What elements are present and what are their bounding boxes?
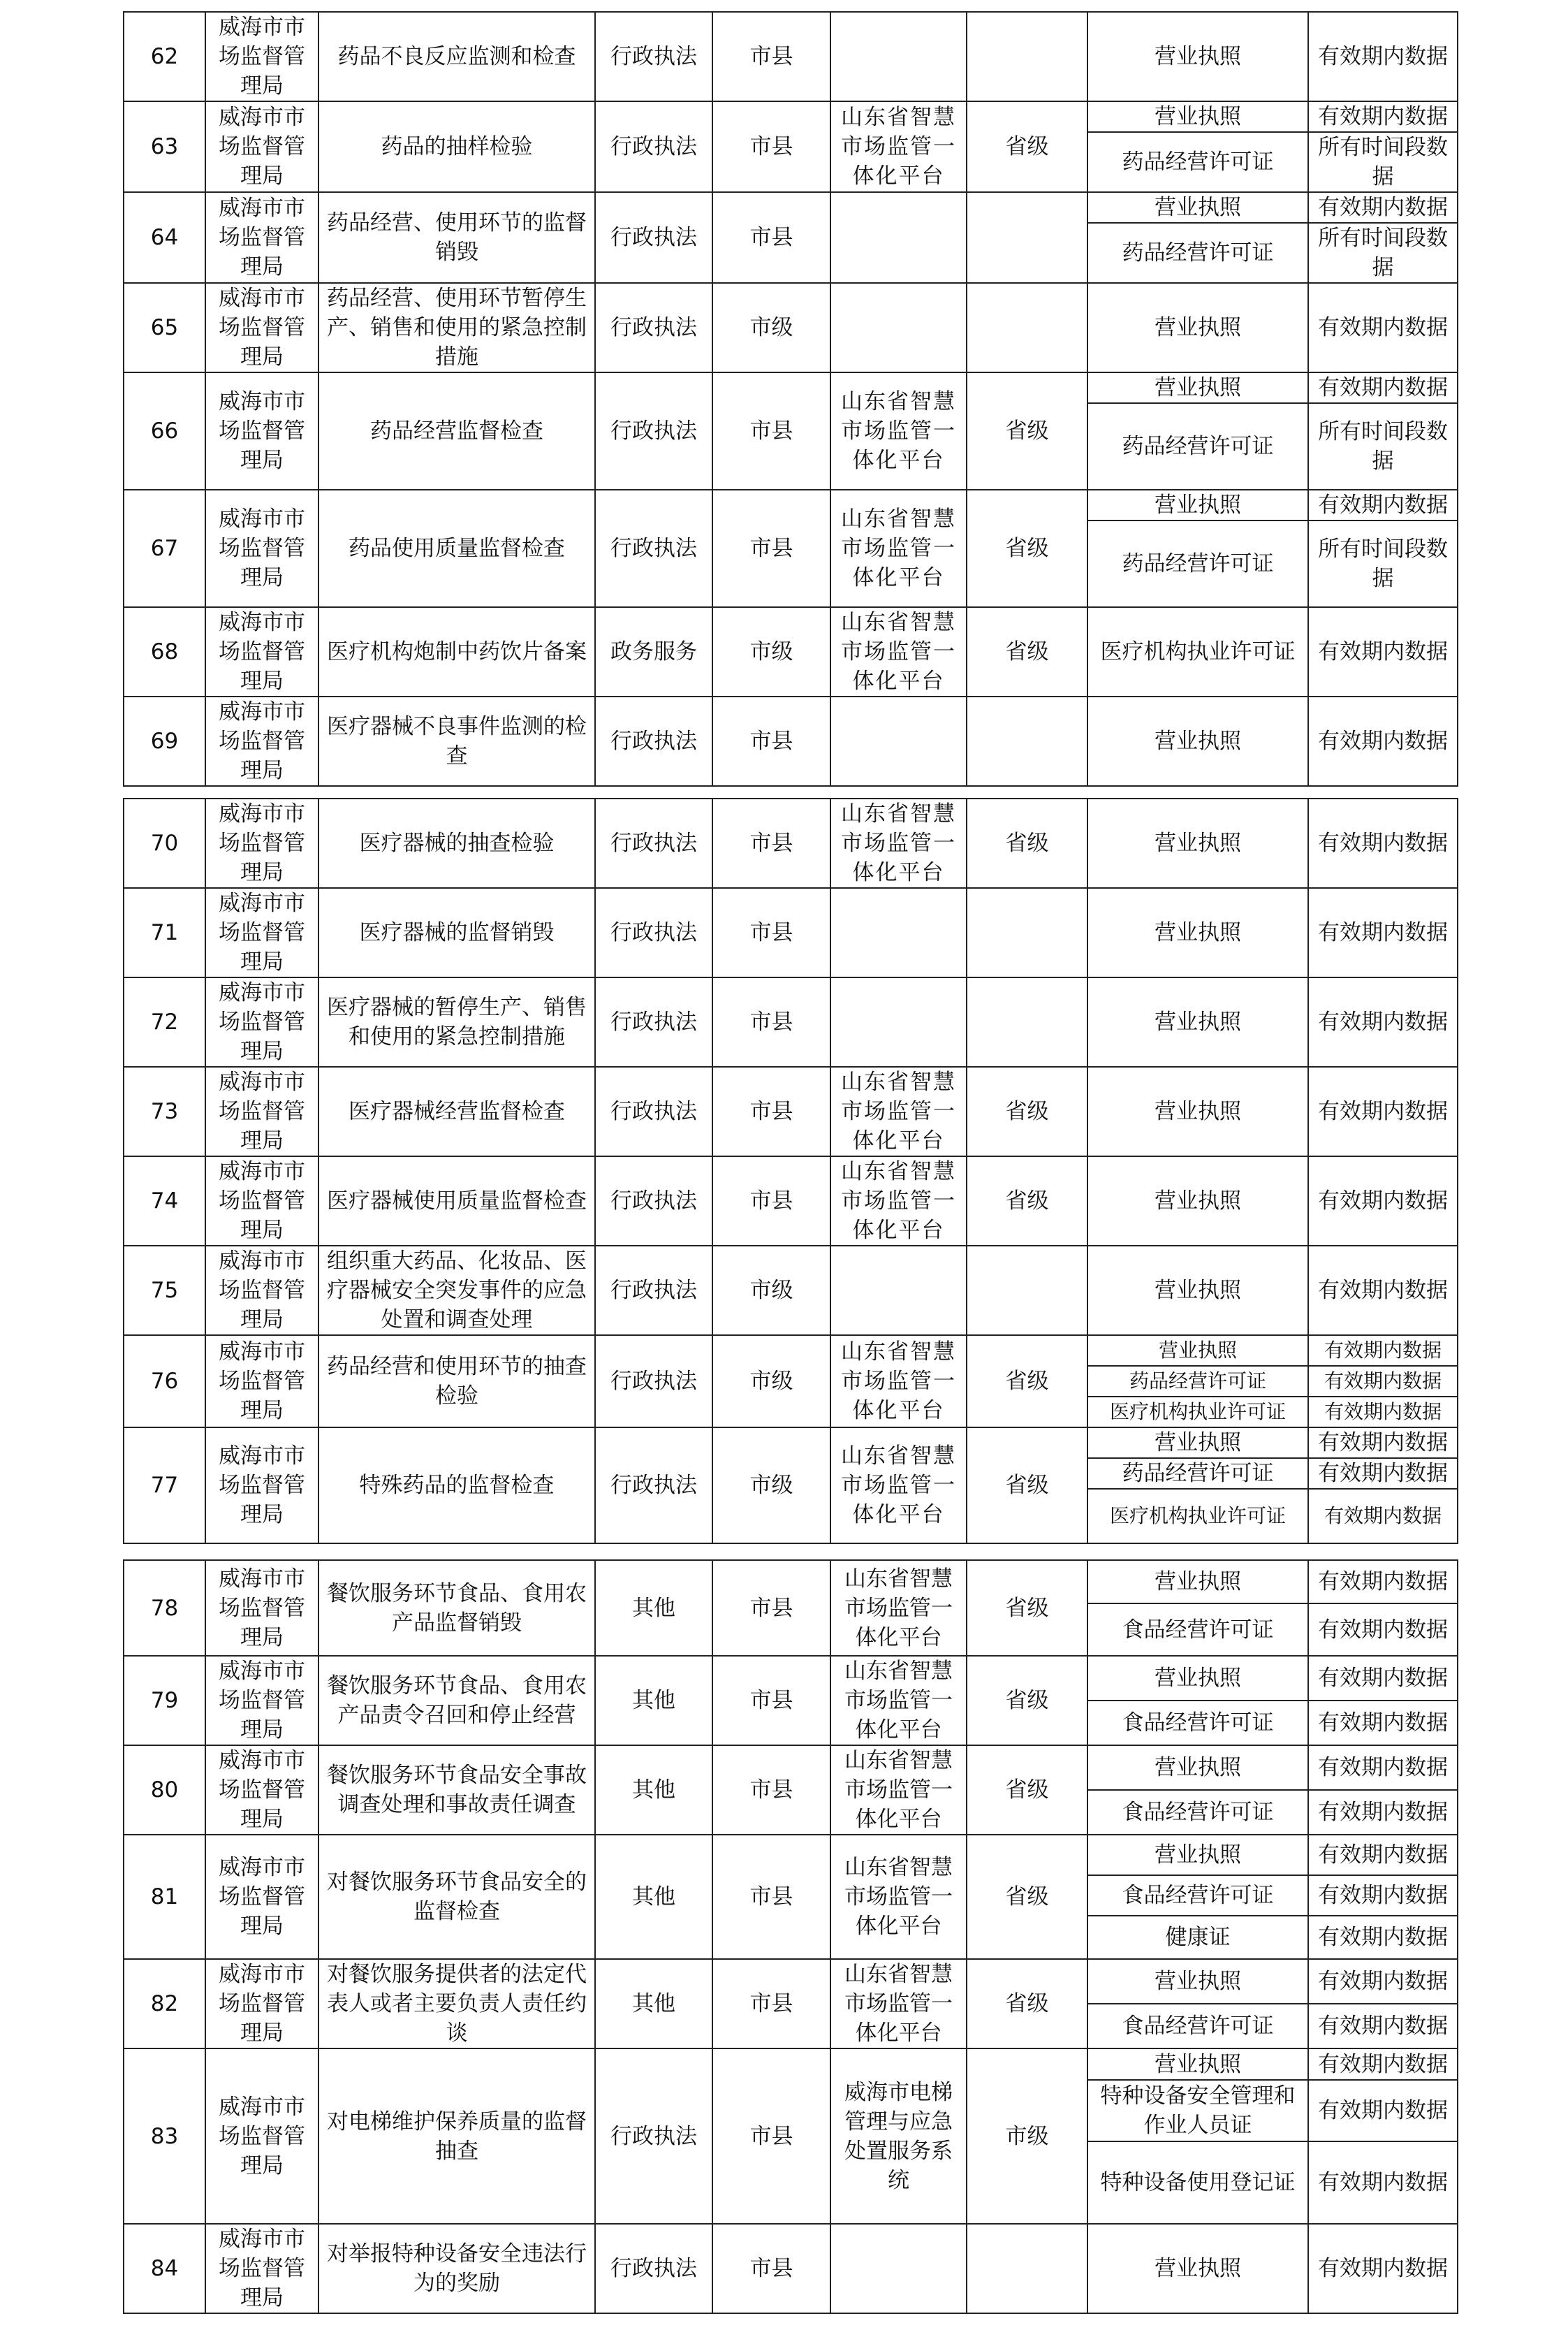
department-cell: 威海市市场监督管理局 (205, 101, 318, 192)
item-name-cell: 医疗机构炮制中药饮片备案 (318, 607, 595, 697)
certificate-cell: 营业执照 (1087, 101, 1308, 132)
level-cell: 市县 (712, 977, 830, 1067)
category-cell: 行政执法 (595, 490, 712, 607)
certificate-cell: 营业执照 (1087, 799, 1308, 888)
table-row (124, 101, 1458, 132)
level-cell: 市县 (712, 2224, 830, 2313)
department-cell: 威海市市场监督管理局 (205, 1335, 318, 1427)
data-scope-cell: 有效期内数据 (1308, 1366, 1458, 1397)
certificate-cell: 营业执照 (1087, 1959, 1308, 2004)
system-cell: 山东省智慧市场监管一体化平台 (830, 1427, 967, 1543)
level-cell: 市县 (712, 1835, 830, 1959)
item-name-cell: 药品经营、使用环节暂停生产、销售和使用的紧急控制措施 (318, 283, 595, 372)
row-number: 75 (124, 1246, 205, 1335)
table-row (124, 372, 1458, 403)
data-scope-cell: 有效期内数据 (1308, 1246, 1458, 1335)
item-name-cell: 药品的抽样检验 (318, 101, 595, 192)
certificate-cell: 食品经营许可证 (1087, 1701, 1308, 1745)
certificate-cell: 药品经营许可证 (1087, 403, 1308, 490)
certificate-cell: 食品经营许可证 (1087, 1603, 1308, 1656)
table-row (124, 1067, 1458, 1156)
level-cell: 市级 (712, 1427, 830, 1543)
certificate-cell: 营业执照 (1087, 1427, 1308, 1458)
department-cell: 威海市市场监督管理局 (205, 1246, 318, 1335)
system-cell: 山东省智慧市场监管一体化平台 (830, 372, 967, 490)
category-cell: 其他 (595, 1835, 712, 1959)
department-cell: 威海市市场监督管理局 (205, 799, 318, 888)
category-cell: 行政执法 (595, 2048, 712, 2224)
data-scope-cell: 有效期内数据 (1308, 1745, 1458, 1790)
data-scope-cell: 有效期内数据 (1308, 490, 1458, 521)
category-cell: 行政执法 (595, 101, 712, 192)
department-cell: 威海市市场监督管理局 (205, 2224, 318, 2313)
table-row (124, 192, 1458, 223)
data-scope-cell: 有效期内数据 (1308, 1875, 1458, 1916)
certificate-cell: 健康证 (1087, 1916, 1308, 1959)
level-cell: 市县 (712, 192, 830, 283)
department-cell: 威海市市场监督管理局 (205, 372, 318, 490)
data-scope-cell: 有效期内数据 (1308, 607, 1458, 697)
data-scope-cell: 有效期内数据 (1308, 1603, 1458, 1656)
category-cell: 行政执法 (595, 192, 712, 283)
department-cell: 威海市市场监督管理局 (205, 192, 318, 283)
table-row (124, 799, 1458, 888)
level-cell: 市县 (712, 888, 830, 977)
department-cell: 威海市市场监督管理局 (205, 1156, 318, 1246)
system-cell: 山东省智慧市场监管一体化平台 (830, 490, 967, 607)
system-level-cell (967, 977, 1087, 1067)
system-cell: 山东省智慧市场监管一体化平台 (830, 1560, 967, 1656)
system-cell (830, 283, 967, 372)
row-number: 81 (124, 1835, 205, 1959)
row-number: 72 (124, 977, 205, 1067)
item-name-cell: 餐饮服务环节食品、食用农产品责令召回和停止经营 (318, 1656, 595, 1745)
system-level-cell (967, 192, 1087, 283)
certificate-cell: 医疗机构执业许可证 (1087, 607, 1308, 697)
data-scope-cell: 有效期内数据 (1308, 192, 1458, 223)
data-scope-cell: 有效期内数据 (1308, 1560, 1458, 1603)
department-cell: 威海市市场监督管理局 (205, 697, 318, 786)
category-cell: 行政执法 (595, 1156, 712, 1246)
data-scope-cell: 所有时间段数据 (1308, 403, 1458, 490)
level-cell: 市县 (712, 12, 830, 101)
item-name-cell: 药品不良反应监测和检查 (318, 12, 595, 101)
row-number: 83 (124, 2048, 205, 2224)
certificate-cell: 营业执照 (1087, 1656, 1308, 1701)
item-name-cell: 药品经营监督检查 (318, 372, 595, 490)
system-level-cell (967, 697, 1087, 786)
item-name-cell: 餐饮服务环节食品、食用农产品监督销毁 (318, 1560, 595, 1656)
department-cell: 威海市市场监督管理局 (205, 1067, 318, 1156)
department-cell: 威海市市场监督管理局 (205, 283, 318, 372)
system-cell: 山东省智慧市场监管一体化平台 (830, 1959, 967, 2048)
row-number: 69 (124, 697, 205, 786)
row-number: 66 (124, 372, 205, 490)
system-cell: 威海市电梯管理与应急处置服务系统 (830, 2048, 967, 2224)
data-scope-cell: 有效期内数据 (1308, 1458, 1458, 1489)
item-name-cell: 对举报特种设备安全违法行为的奖励 (318, 2224, 595, 2313)
item-name-cell: 对餐饮服务环节食品安全的监督检查 (318, 1835, 595, 1959)
table-row (124, 1656, 1458, 1701)
system-level-cell: 市级 (967, 2048, 1087, 2224)
table-row (124, 1745, 1458, 1790)
level-cell: 市县 (712, 2048, 830, 2224)
table-row (124, 283, 1458, 372)
data-scope-cell: 所有时间段数据 (1308, 223, 1458, 283)
category-cell: 行政执法 (595, 372, 712, 490)
department-cell: 威海市市场监督管理局 (205, 888, 318, 977)
level-cell: 市县 (712, 1959, 830, 2048)
item-name-cell: 药品经营、使用环节的监督销毁 (318, 192, 595, 283)
certificate-cell: 营业执照 (1087, 283, 1308, 372)
level-cell: 市县 (712, 372, 830, 490)
department-cell: 威海市市场监督管理局 (205, 1560, 318, 1656)
data-scope-cell: 有效期内数据 (1308, 101, 1458, 132)
table-row (124, 1246, 1458, 1335)
certificate-cell: 营业执照 (1087, 12, 1308, 101)
level-cell: 市县 (712, 101, 830, 192)
item-name-cell: 医疗器械不良事件监测的检查 (318, 697, 595, 786)
category-cell: 行政执法 (595, 697, 712, 786)
data-scope-cell: 有效期内数据 (1308, 1156, 1458, 1246)
data-scope-cell: 有效期内数据 (1308, 1790, 1458, 1835)
table-row (124, 2224, 1458, 2313)
category-cell: 行政执法 (595, 1335, 712, 1427)
category-cell: 其他 (595, 1745, 712, 1835)
data-scope-cell: 有效期内数据 (1308, 1397, 1458, 1427)
system-cell (830, 192, 967, 283)
category-cell: 行政执法 (595, 1067, 712, 1156)
category-cell: 其他 (595, 1959, 712, 2048)
certificate-cell: 营业执照 (1087, 372, 1308, 403)
level-cell: 市县 (712, 1745, 830, 1835)
system-level-cell: 省级 (967, 1335, 1087, 1427)
system-cell (830, 697, 967, 786)
table-row (124, 1427, 1458, 1458)
category-cell: 行政执法 (595, 1246, 712, 1335)
category-cell: 其他 (595, 1560, 712, 1656)
category-cell: 行政执法 (595, 799, 712, 888)
system-cell (830, 2224, 967, 2313)
row-number: 73 (124, 1067, 205, 1156)
certificate-cell: 药品经营许可证 (1087, 223, 1308, 283)
row-number: 76 (124, 1335, 205, 1427)
certificate-cell: 营业执照 (1087, 1835, 1308, 1875)
category-cell: 行政执法 (595, 2224, 712, 2313)
system-level-cell: 省级 (967, 490, 1087, 607)
certificate-cell: 药品经营许可证 (1087, 1458, 1308, 1489)
data-scope-cell: 有效期内数据 (1308, 697, 1458, 786)
system-level-cell: 省级 (967, 1745, 1087, 1835)
certificate-cell: 医疗机构执业许可证 (1087, 1489, 1308, 1543)
department-cell: 威海市市场监督管理局 (205, 607, 318, 697)
table-row (124, 697, 1458, 786)
row-number: 79 (124, 1656, 205, 1745)
certificate-cell: 食品经营许可证 (1087, 1790, 1308, 1835)
table-row (124, 977, 1458, 1067)
data-scope-cell: 有效期内数据 (1308, 799, 1458, 888)
item-name-cell: 药品经营和使用环节的抽查检验 (318, 1335, 595, 1427)
row-number: 64 (124, 192, 205, 283)
data-scope-cell: 有效期内数据 (1308, 2141, 1458, 2224)
table-row (124, 2048, 1458, 2080)
level-cell: 市级 (712, 1246, 830, 1335)
system-cell: 山东省智慧市场监管一体化平台 (830, 1656, 967, 1745)
system-cell (830, 977, 967, 1067)
certificate-cell: 营业执照 (1087, 1156, 1308, 1246)
system-cell (830, 12, 967, 101)
data-scope-cell: 有效期内数据 (1308, 1959, 1458, 2004)
certificate-cell: 药品经营许可证 (1087, 1366, 1308, 1397)
system-cell: 山东省智慧市场监管一体化平台 (830, 1335, 967, 1427)
category-cell: 行政执法 (595, 12, 712, 101)
data-scope-cell: 有效期内数据 (1308, 1916, 1458, 1959)
certificate-cell: 营业执照 (1087, 1246, 1308, 1335)
item-name-cell: 对餐饮服务提供者的法定代表人或者主要负责人责任约谈 (318, 1959, 595, 2048)
item-name-cell: 医疗器械的监督销毁 (318, 888, 595, 977)
item-name-cell: 医疗器械经营监督检查 (318, 1067, 595, 1156)
table-row (124, 888, 1458, 977)
level-cell: 市县 (712, 799, 830, 888)
table-row (124, 1156, 1458, 1246)
level-cell: 市县 (712, 490, 830, 607)
certificate-cell: 营业执照 (1087, 888, 1308, 977)
certificate-cell: 营业执照 (1087, 192, 1308, 223)
system-level-cell: 省级 (967, 1156, 1087, 1246)
data-scope-cell: 有效期内数据 (1308, 12, 1458, 101)
system-cell: 山东省智慧市场监管一体化平台 (830, 1156, 967, 1246)
table-section-1 (123, 11, 1458, 787)
item-name-cell: 药品使用质量监督检查 (318, 490, 595, 607)
department-cell: 威海市市场监督管理局 (205, 1656, 318, 1745)
department-cell: 威海市市场监督管理局 (205, 1835, 318, 1959)
level-cell: 市级 (712, 607, 830, 697)
data-scope-cell: 所有时间段数据 (1308, 132, 1458, 192)
data-scope-cell: 有效期内数据 (1308, 1656, 1458, 1701)
item-name-cell: 医疗器械的暂停生产、销售和使用的紧急控制措施 (318, 977, 595, 1067)
department-cell: 威海市市场监督管理局 (205, 1427, 318, 1543)
data-scope-cell: 所有时间段数据 (1308, 521, 1458, 607)
item-name-cell: 特殊药品的监督检查 (318, 1427, 595, 1543)
certificate-cell: 营业执照 (1087, 1067, 1308, 1156)
row-number: 67 (124, 490, 205, 607)
system-level-cell: 省级 (967, 1560, 1087, 1656)
department-cell: 威海市市场监督管理局 (205, 977, 318, 1067)
system-level-cell (967, 2224, 1087, 2313)
certificate-cell: 营业执照 (1087, 1745, 1308, 1790)
certificate-cell: 营业执照 (1087, 1560, 1308, 1603)
data-scope-cell: 有效期内数据 (1308, 2004, 1458, 2048)
certificate-cell: 药品经营许可证 (1087, 132, 1308, 192)
certificate-cell: 营业执照 (1087, 697, 1308, 786)
data-scope-cell: 有效期内数据 (1308, 2080, 1458, 2141)
table-section-3 (123, 1559, 1458, 2314)
certificate-cell: 营业执照 (1087, 2048, 1308, 2080)
data-scope-cell: 有效期内数据 (1308, 1701, 1458, 1745)
row-number: 82 (124, 1959, 205, 2048)
data-scope-cell: 有效期内数据 (1308, 888, 1458, 977)
table-row (124, 490, 1458, 521)
certificate-cell: 食品经营许可证 (1087, 2004, 1308, 2048)
system-level-cell: 省级 (967, 1835, 1087, 1959)
system-cell (830, 888, 967, 977)
row-number: 74 (124, 1156, 205, 1246)
item-name-cell: 医疗器械的抽查检验 (318, 799, 595, 888)
row-number: 68 (124, 607, 205, 697)
level-cell: 市县 (712, 697, 830, 786)
level-cell: 市级 (712, 1335, 830, 1427)
row-number: 71 (124, 888, 205, 977)
system-cell: 山东省智慧市场监管一体化平台 (830, 1067, 967, 1156)
system-level-cell (967, 283, 1087, 372)
row-number: 80 (124, 1745, 205, 1835)
system-cell: 山东省智慧市场监管一体化平台 (830, 607, 967, 697)
table-row (124, 607, 1458, 697)
certificate-cell: 营业执照 (1087, 977, 1308, 1067)
data-scope-cell: 有效期内数据 (1308, 2224, 1458, 2313)
certificate-cell: 营业执照 (1087, 490, 1308, 521)
category-cell: 其他 (595, 1656, 712, 1745)
table-row (124, 1560, 1458, 1603)
level-cell: 市县 (712, 1560, 830, 1656)
department-cell: 威海市市场监督管理局 (205, 12, 318, 101)
data-scope-cell: 有效期内数据 (1308, 283, 1458, 372)
system-level-cell: 省级 (967, 1656, 1087, 1745)
certificate-cell: 营业执照 (1087, 1335, 1308, 1366)
table-row (124, 1835, 1458, 1875)
data-scope-cell: 有效期内数据 (1308, 1067, 1458, 1156)
table-row (124, 1335, 1458, 1366)
row-number: 70 (124, 799, 205, 888)
certificate-cell: 特种设备安全管理和作业人员证 (1087, 2080, 1308, 2141)
level-cell: 市县 (712, 1156, 830, 1246)
system-cell: 山东省智慧市场监管一体化平台 (830, 1745, 967, 1835)
category-cell: 行政执法 (595, 1427, 712, 1543)
system-cell: 山东省智慧市场监管一体化平台 (830, 1835, 967, 1959)
system-level-cell: 省级 (967, 101, 1087, 192)
system-level-cell (967, 12, 1087, 101)
department-cell: 威海市市场监督管理局 (205, 1959, 318, 2048)
level-cell: 市级 (712, 283, 830, 372)
system-level-cell: 省级 (967, 1959, 1087, 2048)
row-number: 63 (124, 101, 205, 192)
row-number: 78 (124, 1560, 205, 1656)
department-cell: 威海市市场监督管理局 (205, 1745, 318, 1835)
category-cell: 行政执法 (595, 888, 712, 977)
certificate-cell: 食品经营许可证 (1087, 1875, 1308, 1916)
row-number: 65 (124, 283, 205, 372)
row-number: 62 (124, 12, 205, 101)
data-scope-cell: 有效期内数据 (1308, 1427, 1458, 1458)
data-scope-cell: 有效期内数据 (1308, 1489, 1458, 1543)
category-cell: 行政执法 (595, 977, 712, 1067)
row-number: 84 (124, 2224, 205, 2313)
item-name-cell: 餐饮服务环节食品安全事故调查处理和事故责任调查 (318, 1745, 595, 1835)
department-cell: 威海市市场监督管理局 (205, 490, 318, 607)
certificate-cell: 营业执照 (1087, 2224, 1308, 2313)
data-scope-cell: 有效期内数据 (1308, 1835, 1458, 1875)
system-cell: 山东省智慧市场监管一体化平台 (830, 101, 967, 192)
data-scope-cell: 有效期内数据 (1308, 977, 1458, 1067)
table-row (124, 1959, 1458, 2004)
data-scope-cell: 有效期内数据 (1308, 372, 1458, 403)
certificate-cell: 医疗机构执业许可证 (1087, 1397, 1308, 1427)
system-cell (830, 1246, 967, 1335)
system-level-cell (967, 1246, 1087, 1335)
category-cell: 政务服务 (595, 607, 712, 697)
category-cell: 行政执法 (595, 283, 712, 372)
system-level-cell: 省级 (967, 799, 1087, 888)
level-cell: 市县 (712, 1067, 830, 1156)
system-level-cell: 省级 (967, 607, 1087, 697)
certificate-cell: 药品经营许可证 (1087, 521, 1308, 607)
item-name-cell: 医疗器械使用质量监督检查 (318, 1156, 595, 1246)
table-row (124, 12, 1458, 101)
system-level-cell (967, 888, 1087, 977)
item-name-cell: 组织重大药品、化妆品、医疗器械安全突发事件的应急处置和调查处理 (318, 1246, 595, 1335)
system-level-cell: 省级 (967, 1067, 1087, 1156)
department-cell: 威海市市场监督管理局 (205, 2048, 318, 2224)
level-cell: 市县 (712, 1656, 830, 1745)
table-section-2 (123, 798, 1458, 1544)
system-level-cell: 省级 (967, 372, 1087, 490)
data-scope-cell: 有效期内数据 (1308, 1335, 1458, 1366)
system-level-cell: 省级 (967, 1427, 1087, 1543)
row-number: 77 (124, 1427, 205, 1543)
certificate-cell: 特种设备使用登记证 (1087, 2141, 1308, 2224)
data-scope-cell: 有效期内数据 (1308, 2048, 1458, 2080)
system-cell: 山东省智慧市场监管一体化平台 (830, 799, 967, 888)
item-name-cell: 对电梯维护保养质量的监督抽查 (318, 2048, 595, 2224)
